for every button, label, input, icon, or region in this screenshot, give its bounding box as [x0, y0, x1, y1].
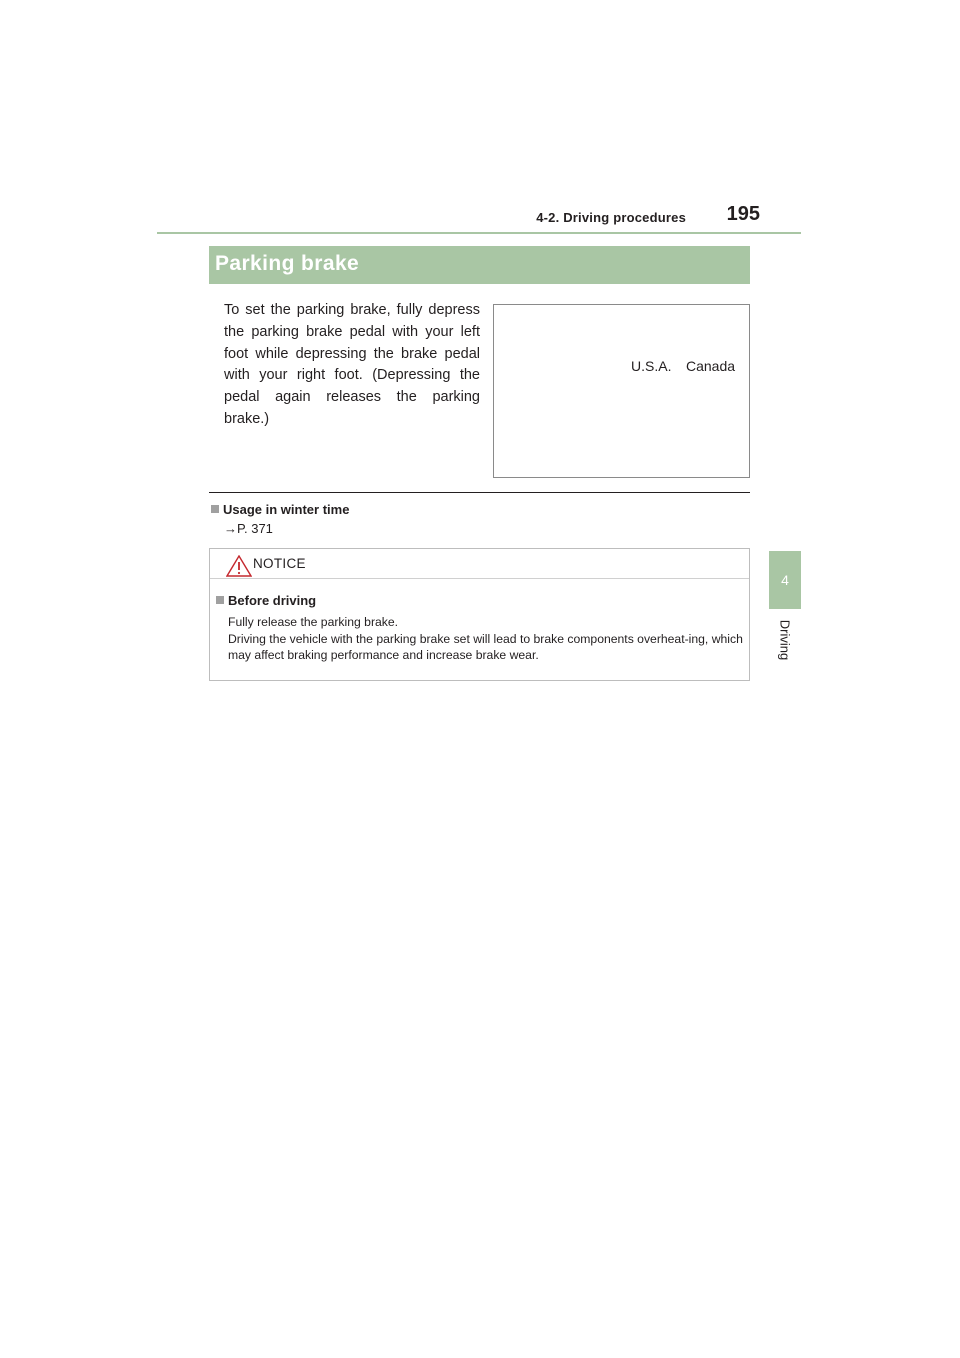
page-reference-text: P. 371	[237, 521, 273, 536]
section-divider	[209, 492, 750, 493]
figure-label-usa: U.S.A.	[631, 358, 672, 374]
section-title: Parking brake	[215, 252, 360, 275]
notice-body	[228, 614, 744, 664]
notice-header-divider	[210, 578, 749, 579]
illustration-frame	[493, 304, 750, 478]
header-divider	[157, 232, 801, 234]
note-heading	[211, 502, 349, 517]
note-heading-text: Usage in winter time	[223, 502, 350, 517]
notice-subheading	[216, 593, 316, 608]
notice-title: NOTICE	[253, 556, 306, 571]
warning-triangle-icon	[226, 555, 252, 577]
chapter-tab	[769, 551, 801, 609]
figure-label-canada: Canada	[686, 358, 736, 374]
page-number: 195	[726, 203, 760, 225]
page-reference[interactable]	[224, 521, 273, 536]
instruction-paragraph: To set the parking brake, fully depress the parking brake pedal with your left foot while depressing the brake pedal with your right foot. (Depressing the pedal again releases the parking brake.)	[224, 302, 480, 427]
arrow-right-icon: →	[224, 521, 237, 536]
square-bullet-icon	[211, 505, 219, 513]
notice-subheading-text: Before driving	[228, 593, 317, 608]
chapter-number: 4	[781, 572, 789, 588]
notice-box	[209, 548, 750, 681]
square-bullet-icon	[216, 596, 224, 604]
header-section-title: 4-2. Driving procedures	[536, 210, 686, 225]
notice-line: Driving the vehicle with the parking brake set will lead to brake components overheat-ing, which may affect braking performance and increase brake wear.	[228, 631, 743, 662]
notice-line: Fully release the parking brake.	[228, 615, 399, 629]
section-title-bar	[209, 246, 750, 284]
chapter-label: Driving	[777, 619, 793, 661]
